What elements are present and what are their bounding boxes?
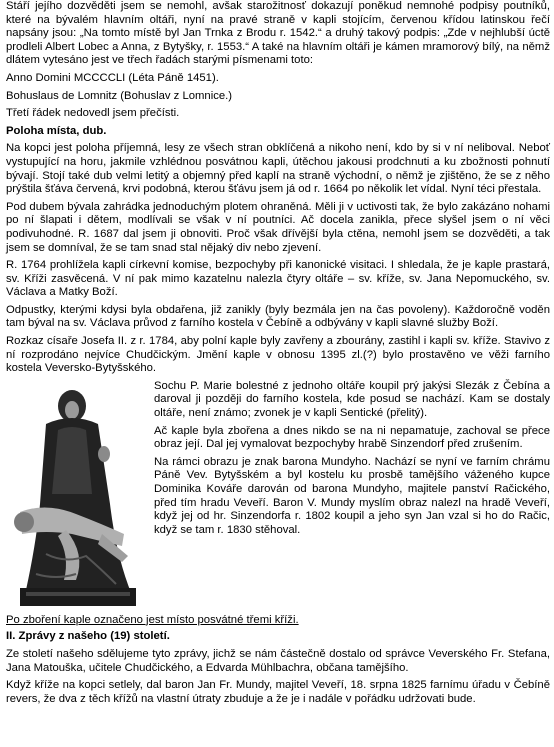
paragraph-painting: Ač kaple byla zbořena a dnes nikdo se na ni nepamatuje, zachoval se přece obraz její. Dal jej vymalovat bezpochyby hrabě Sinzendorf před zrušením. [154,424,550,451]
section-heading-19th-century: II. Zprávy z našeho (19) století. [6,630,170,643]
figure-side-text [154,380,550,542]
paragraph-indulgences: Odpustky, kterými kdysi byla obdařena, již zanikly (byly bezmála jen na čas povoleny). Každoročně voděn tam býval na sv. Václava průvod z farního kostela v Čebíně a odbývány v kapli slavné služby Boží. [6,303,550,330]
paragraph-commission-1764: R. 1764 prohlížela kapli církevní komise, bezpochyby při kanonické visitaci. I shledala, že je kaple prastará, sv. Kříži zasvěcená. V ní pak mimo kazatelnu nalezla čtyry oltáře – sv. kříže, sv. Jana Nepomuckého, sv. Václava a Matky Boží. [6,259,550,299]
inscription-line-3: Třetí řádek nedovedl jsem přečísti. [6,107,180,120]
inscription-line-1: Anno Domini MCCCCLI (Léta Páně 1451). [6,71,219,84]
figure-caption: Po zboření kaple označeno jest místo posvátné třemi kříži. [6,613,299,626]
section-heading-location: Poloha místa, dub. [6,124,107,137]
paragraph-pilgrim-signatures: Stáří jejího dozvěděti jsem se nemohl, avšak starožitnosť dokazují poněkud nemnohé podpisy poutníků, které na bývalém hlavním oltáři, nyní na pravé straně v kapli stojícím, červenou křídou latinskou řečí napsány jsou: „Na tomto místě byl Jan Trnka z Brodu r. 1542.“ a druhý takový podpis: „Zde v nejhlubší úctě prodleli Albert Lobec a Anna, z Bytyšky, r. 1553.“ A také na hlavním oltáři je kámen mramorový bílý, na němž dlátem vytesáno jest ve třech řadách starými písmenami toto: [6,0,550,67]
pieta-statue-photo-icon [6,384,148,610]
paragraph-sources: Ze století našeho sdělujeme tyto zprávy, jichž se nám částečně dostalo od správce Veverského Fr. Stefana, Jana Matouška, učitele Chudčického, a Edvarda Mühlbachra, občana tamějšího. [6,648,550,674]
inscription-line-2: Bohuslaus de Lomnitz (Bohuslav z Lomnice.) [6,89,233,102]
paragraph-location: Na kopci jest poloha příjemná, lesy ze všech stran obklíčená a nikoho není, kdo by si v ní neliboval. Neboť vystupující na horu, jakmile vzhlédnou posvátnou kapli, útěchou jakousi prodchnuti a ku zbožnosti pohnutí bývají. Stojí také dub velmi letitý a objemný před kaplí na straně východní, o němž je zjištěno, že se z něho prýštila šťáva červená, krvi podobná, kterou šťávu jsem já od r. 1664 po několik let vídal. Nyní téci přestala. [6,142,550,196]
paragraph-painting-frame: Na rámci obrazu je znak barona Mundyho. Nachází se nyní ve farním chrámu Páně Vev. Bytyšském a byl kostelu ku prosbě tamějšího váženého kupce Dominika Kováře darován od barona Mundyho, majitele panství Račického, před tím hradu Veveří. Baron V. Mundy myslím obraz nalezl na hradě Veveří, když jej od hr. Sinzendorfa r. 1802 koupil a jeho syn Jan vzal si ho do Račic, když se tam r. 1830 stěhoval. [154,455,550,536]
paragraph-garden: Pod dubem bývala zahrádka jednoduchým plotem ohraněná. Měli ji v uctivosti tak, že bylo zakázáno nohami po ní šlapati i dětem, modlívali se však v ní poutníci. Ač docela zanikla, přece slyšel jsem o ní věci podivuhodné. R. 1687 dal jsem ji obnoviti. Proč však dřívější byla ctěna, nemohl jsem se dozvěděti, a tak jsem se domníval, že se tam snad stal nějaký div nebo zjevení. [6,200,550,254]
paragraph-mary-statue: Sochu P. Marie bolestné z jednoho oltáře koupil prý jakýsi Slezák z Čebína a daroval ji později do farního kostela, kde posud se nachází. Kam se dostaly oltáře, není známo; zvonek je v kapli Sentické (přelitý). [154,379,550,420]
figure-with-text [6,380,550,610]
paragraph-crosses: Když kříže na kopci setlely, dal baron Jan Fr. Mundy, majitel Veveří, 18. srpna 1825 farnímu úřadu v Čebíně revers, že dva z těch křížů na vlastní útraty zbuduje a že je i nadále v pořádku udržovati bude. [6,679,550,705]
paragraph-joseph-decree: Rozkaz císaře Josefa II. z r. 1784, aby polní kaple byly zavřeny a zbourány, zastihl i kapli sv. kříže. Stavivo z ní rozprodáno nejvíce Chudčickým. Jmění kaple v obnosu 1395 zl.(?) bylo prostavěno ve věži farního kostela Veversko-Bytyšského. [6,335,550,375]
